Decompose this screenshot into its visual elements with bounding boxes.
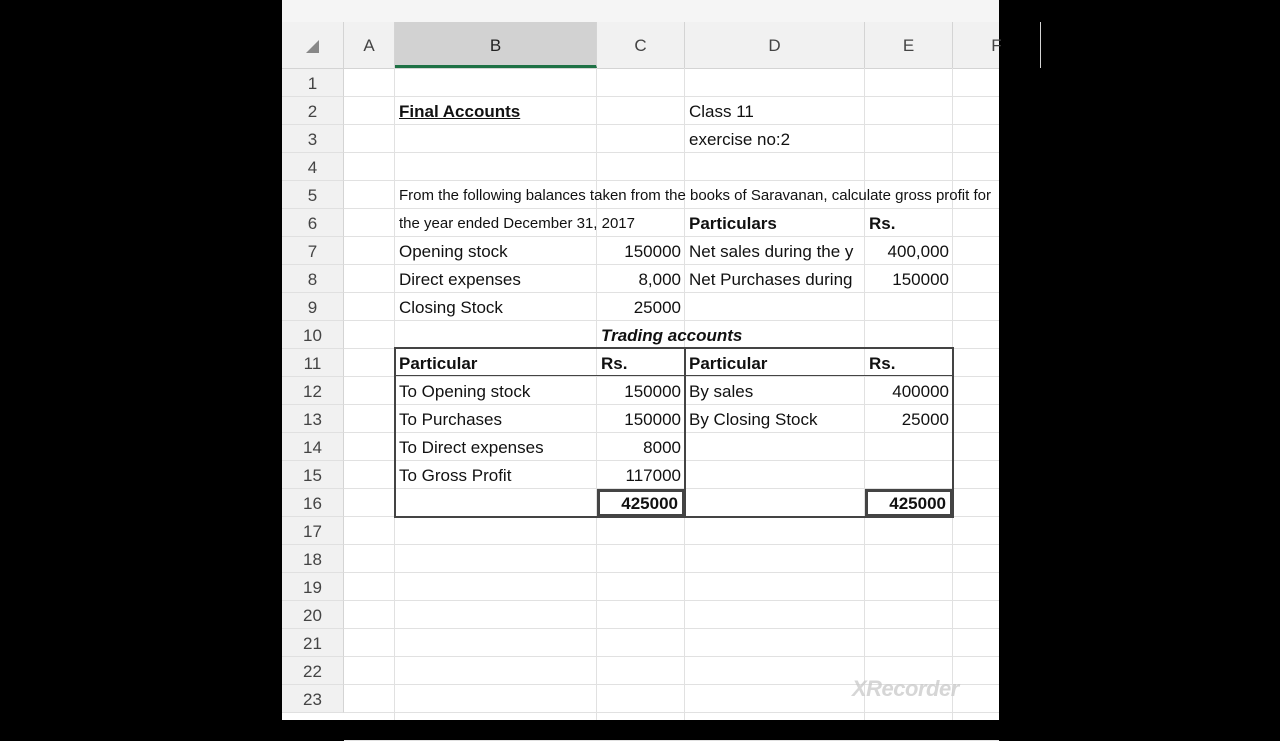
trading-dr-amount[interactable]: 117000 <box>625 466 681 485</box>
row-header[interactable]: 11 <box>282 349 344 377</box>
question-line-2[interactable]: the year ended December 31, 2017 <box>399 215 635 232</box>
trading-dr-item[interactable]: To Purchases <box>399 410 502 429</box>
trading-dr-item[interactable]: To Direct expenses <box>399 438 544 457</box>
row-header[interactable]: 7 <box>282 237 344 265</box>
row-header[interactable]: 2 <box>282 97 344 125</box>
toolbar-strip <box>282 0 999 22</box>
row-header[interactable]: 12 <box>282 377 344 405</box>
table-border-top <box>394 347 954 349</box>
trading-dr-amount[interactable]: 8000 <box>643 438 681 457</box>
row-header[interactable]: 6 <box>282 209 344 237</box>
row-header[interactable]: 14 <box>282 433 344 461</box>
table-border-bottom <box>394 516 954 518</box>
row-header[interactable]: 5 <box>282 181 344 209</box>
trading-cr-item[interactable]: By sales <box>689 382 754 401</box>
balance-value[interactable]: 25000 <box>633 298 681 317</box>
grid-row-line <box>344 600 999 601</box>
total-debit-cell[interactable]: 425000 <box>597 489 685 517</box>
trading-header-particular[interactable]: Particular <box>399 354 478 373</box>
balance-value[interactable]: 8,000 <box>638 270 681 289</box>
balance-value[interactable]: 150000 <box>624 242 681 261</box>
balance-value-2[interactable]: 400,000 <box>887 242 949 261</box>
trading-cr-amount[interactable]: 25000 <box>901 410 949 429</box>
row-header[interactable]: 4 <box>282 153 344 181</box>
column-header-b[interactable]: B <box>395 22 597 68</box>
row-header[interactable]: 16 <box>282 489 344 517</box>
particulars-header[interactable]: Particulars <box>689 214 777 233</box>
trading-cr-amount[interactable]: 400000 <box>892 382 949 401</box>
trading-dr-amount[interactable]: 150000 <box>624 382 681 401</box>
grid-row-line <box>344 572 999 573</box>
row-header[interactable]: 18 <box>282 545 344 573</box>
grid-row-line <box>344 544 999 545</box>
trading-dr-item[interactable]: To Gross Profit <box>399 466 512 485</box>
row-header[interactable]: 17 <box>282 517 344 545</box>
select-all-icon <box>306 40 319 53</box>
row-header[interactable]: 15 <box>282 461 344 489</box>
exercise-cell[interactable]: exercise no:2 <box>689 130 791 149</box>
row-header[interactable]: 8 <box>282 265 344 293</box>
recorder-watermark: XRecorder <box>852 676 959 701</box>
total-credit-cell[interactable]: 425000 <box>865 489 953 517</box>
table-border-left <box>394 347 396 518</box>
trading-header-rs[interactable]: Rs. <box>601 354 628 373</box>
column-header-c[interactable]: C <box>597 22 685 68</box>
balance-label[interactable]: Direct expenses <box>399 270 521 289</box>
trading-dr-item[interactable]: To Opening stock <box>399 382 531 401</box>
trading-header-rs-cr[interactable]: Rs. <box>869 354 896 373</box>
row-header[interactable]: 9 <box>282 293 344 321</box>
row-header[interactable]: 21 <box>282 629 344 657</box>
question-line-1[interactable]: From the following balances taken from the books of Saravanan, calculate gross profit for <box>399 187 991 204</box>
balance-label-2[interactable]: Net sales during the y <box>689 242 854 261</box>
table-border-right <box>952 347 954 518</box>
row-header[interactable]: 19 <box>282 573 344 601</box>
balance-value-2[interactable]: 150000 <box>892 270 949 289</box>
column-header-d[interactable]: D <box>685 22 865 68</box>
balance-label[interactable]: Closing Stock <box>399 298 503 317</box>
balance-label-2[interactable]: Net Purchases during <box>689 270 853 289</box>
row-header[interactable]: 22 <box>282 657 344 685</box>
spreadsheet <box>282 0 1002 720</box>
class-cell[interactable]: Class 11 <box>689 102 754 121</box>
row-header[interactable]: 10 <box>282 321 344 349</box>
column-header-f[interactable]: F <box>953 22 1041 68</box>
trading-header-particular-cr[interactable]: Particular <box>689 354 768 373</box>
balance-label[interactable]: Opening stock <box>399 242 508 261</box>
grid-row-line <box>344 628 999 629</box>
row-header[interactable]: 13 <box>282 405 344 433</box>
row-header[interactable]: 3 <box>282 125 344 153</box>
trading-cr-item[interactable]: By Closing Stock <box>689 410 818 429</box>
grid-row-line <box>344 712 999 713</box>
row-header[interactable]: 1 <box>282 69 344 97</box>
table-header-divider <box>394 375 954 376</box>
row-header[interactable]: 23 <box>282 685 344 713</box>
trading-dr-amount[interactable]: 150000 <box>624 410 681 429</box>
table-border-middle <box>684 347 686 518</box>
grid-row-line <box>344 152 999 153</box>
column-header-e[interactable]: E <box>865 22 953 68</box>
select-all-button[interactable] <box>282 22 344 68</box>
column-header-a[interactable]: A <box>344 22 395 68</box>
grid-row-line <box>344 656 999 657</box>
title-cell[interactable]: Final Accounts <box>399 102 521 121</box>
row-header[interactable]: 20 <box>282 601 344 629</box>
rs-header[interactable]: Rs. <box>869 214 896 233</box>
trading-title[interactable]: Trading accounts <box>601 326 743 345</box>
